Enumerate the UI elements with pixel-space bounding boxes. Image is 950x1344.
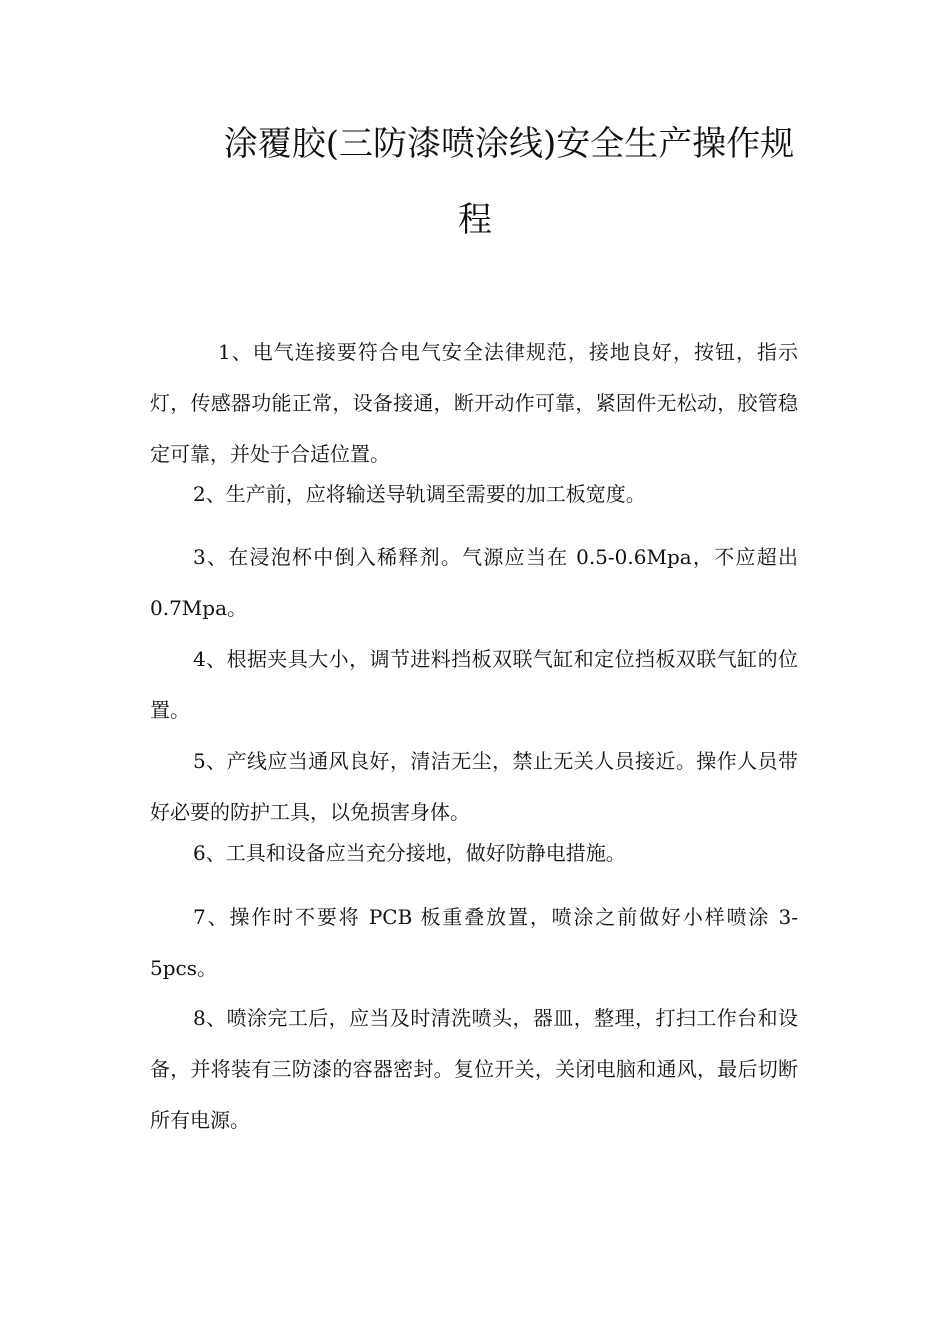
paragraph-8: 8、喷涂完工后，应当及时清洗喷头，器皿，整理，打扫工作台和设备，并将装有三防漆的容器密封。复位开关，关闭电脑和通风，最后切断所有电源。 bbox=[150, 1006, 798, 1132]
paragraph-2: 2、生产前，应将输送导轨调至需要的加工板宽度。 bbox=[193, 482, 646, 506]
paragraph-5: 5、产线应当通风良好，清洁无尘，禁止无关人员接近。操作人员带好必要的防护工具，以免损害身体。 bbox=[150, 749, 798, 824]
paragraph-7: 7、操作时不要将 PCB 板重叠放置，喷涂之前做好小样喷涂 3-5pcs。 bbox=[150, 905, 798, 980]
document-title-continuation: 程 bbox=[458, 200, 492, 240]
paragraph-4: 4、根据夹具大小，调节进料挡板双联气缸和定位挡板双联气缸的位置。 bbox=[150, 647, 798, 722]
paragraph-3: 3、在浸泡杯中倒入稀释剂。气源应当在 0.5-0.6Mpa，不应超出 0.7Mpa。 bbox=[150, 545, 798, 620]
document-title: 涂覆胶(三防漆喷涂线)安全生产操作规 bbox=[223, 124, 795, 164]
paragraph-6: 6、工具和设备应当充分接地，做好防静电措施。 bbox=[193, 841, 626, 865]
paragraph-1: 1、电气连接要符合电气安全法律规范，接地良好，按钮，指示灯，传感器功能正常，设备接通，断开动作可靠，紧固件无松动，胶管稳定可靠，并处于合适位置。 bbox=[150, 340, 798, 466]
